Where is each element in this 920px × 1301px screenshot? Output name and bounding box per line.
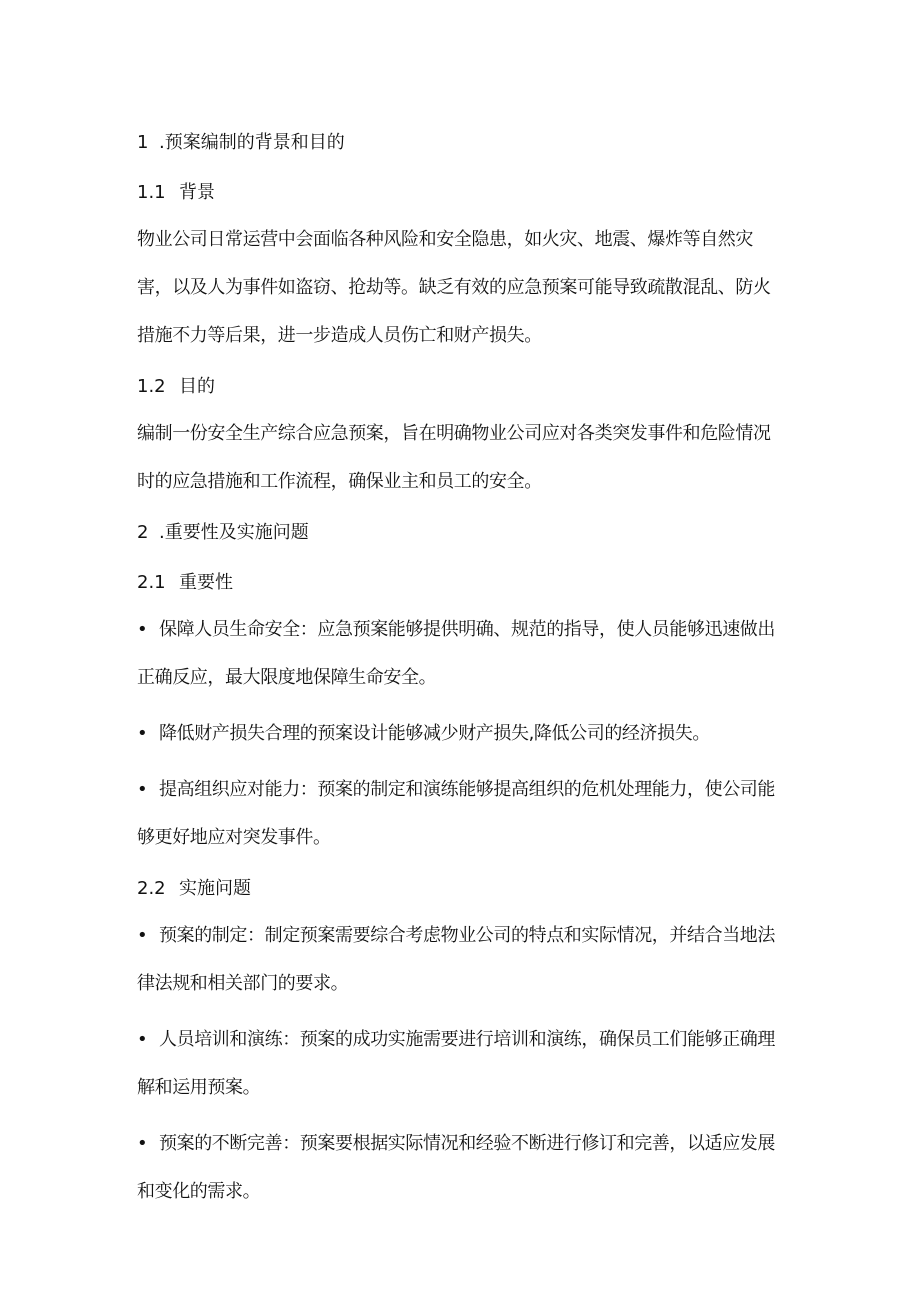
bullet-icon: • bbox=[137, 1133, 148, 1154]
section-2-2-number: 2.2 bbox=[137, 878, 166, 899]
list-item-text: 提高组织应对能力：预案的制定和演练能够提高组织的危机处理能力，使公司能够更好地应对突发事件。 bbox=[137, 779, 775, 848]
section-2-2-title: 实施问题 bbox=[179, 878, 251, 899]
section-2-2-heading bbox=[137, 874, 777, 904]
list-item bbox=[137, 606, 777, 702]
section-2-1-number: 2.1 bbox=[137, 572, 166, 593]
list-item bbox=[137, 912, 777, 1008]
section-1-1-title: 背景 bbox=[179, 182, 215, 203]
list-item-text: 保障人员生命安全：应急预案能够提供明确、规范的指导，使人员能够迅速做出正确反应，最大限度地保障生命安全。 bbox=[137, 619, 775, 688]
section-1-2-heading bbox=[137, 372, 777, 402]
list-item bbox=[137, 1016, 777, 1112]
section-2-title: .重要性及实施问题 bbox=[159, 522, 309, 543]
section-1-1-number: 1.1 bbox=[137, 182, 166, 203]
section-2-1-heading bbox=[137, 568, 777, 598]
section-1-number: 1 bbox=[137, 132, 149, 153]
list-item bbox=[137, 710, 777, 758]
section-1-heading bbox=[137, 128, 777, 158]
section-1-1-paragraph: 物业公司日常运营中会面临各种风险和安全隐患，如火灾、地震、爆炸等自然灾害，以及人为事件如盗窃、抢劫等。缺乏有效的应急预案可能导致疏散混乱、防火措施不力等后果，进一步造成人员伤亡和财产损失。 bbox=[137, 229, 771, 346]
section-1-title: .预案编制的背景和目的 bbox=[159, 132, 345, 153]
section-2-heading bbox=[137, 518, 777, 548]
list-item-text: 预案的不断完善：预案要根据实际情况和经验不断进行修订和完善，以适应发展和变化的需求。 bbox=[137, 1133, 775, 1202]
bullet-icon: • bbox=[137, 925, 148, 946]
section-2-number: 2 bbox=[137, 522, 149, 543]
section-2-1-title: 重要性 bbox=[179, 572, 233, 593]
list-item-text: 降低财产损失合理的预案设计能够减少财产损失,降低公司的经济损失。 bbox=[159, 723, 710, 744]
bullet-icon: • bbox=[137, 619, 148, 640]
list-item bbox=[137, 1120, 777, 1216]
list-item-text: 人员培训和演练：预案的成功实施需要进行培训和演练，确保员工们能够正确理解和运用预案。 bbox=[137, 1029, 775, 1098]
document-page bbox=[137, 128, 777, 1216]
section-1-1-heading bbox=[137, 178, 777, 208]
section-1-2-number: 1.2 bbox=[137, 376, 166, 397]
bullet-icon: • bbox=[137, 723, 148, 744]
list-item-text: 预案的制定：制定预案需要综合考虑物业公司的特点和实际情况，并结合当地法律法规和相关部门的要求。 bbox=[137, 925, 775, 994]
section-1-2-title: 目的 bbox=[179, 376, 215, 397]
bullet-icon: • bbox=[137, 1029, 148, 1050]
section-1-2-paragraph: 编制一份安全生产综合应急预案，旨在明确物业公司应对各类突发事件和危险情况时的应急措施和工作流程，确保业主和员工的安全。 bbox=[137, 423, 771, 492]
list-item bbox=[137, 766, 777, 862]
bullet-icon: • bbox=[137, 779, 148, 800]
